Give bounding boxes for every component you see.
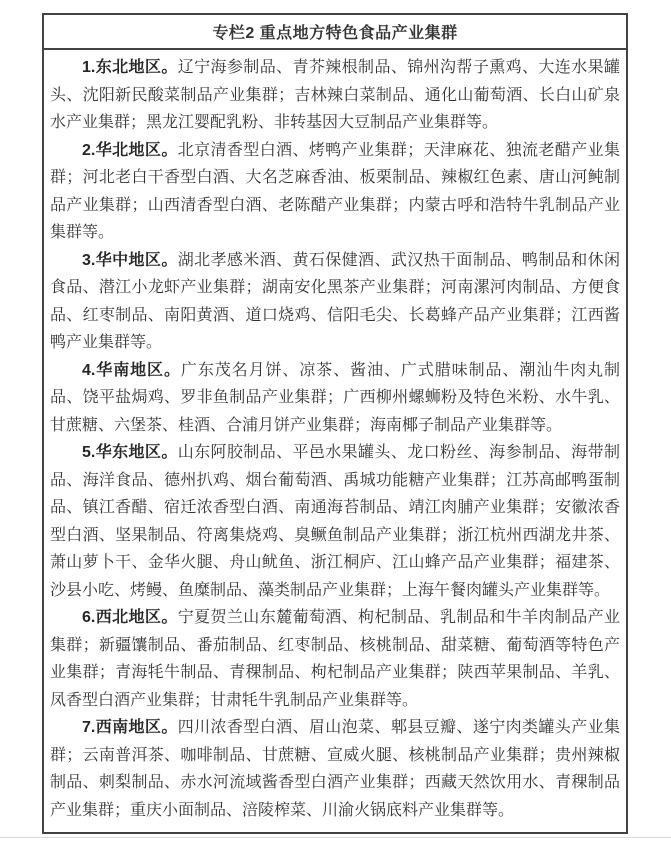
region-label: 4.华南地区。	[82, 361, 181, 379]
panel-title: 专栏2 重点地方特色食品产业集群	[44, 15, 626, 50]
region-text: 山东阿胶制品、平邑水果罐头、龙口粉丝、海参制品、海带制品、海洋食品、德州扒鸡、烟台葡萄酒、禹城功能糖产业集群；江苏高邮鸭蛋制品、镇江香醋、宿迁浓香型白酒、南通海苔制品、靖江肉脯产业集群；安徽浓香型白酒、坚果制品、符离集烧鸡、臭鳜鱼制品产业集群；浙江杭州西湖龙井茶、萧山萝卜干、金华火腿、舟山鱿鱼、浙江桐庐、江山蜂产品产业集群；福建茶、沙县小吃、烤鳗、鱼糜制品、藻类制品产业集群；上海午餐肉罐头产业集群等。	[50, 444, 620, 599]
region-paragraph	[50, 137, 620, 247]
region-label: 5.华东地区。	[82, 444, 178, 461]
region-label: 3.华中地区。	[82, 251, 178, 269]
region-text: 北京清香型白酒、烤鸭产业集群；天津麻花、独流老醋产业集群；河北老白干香型白酒、大名芝麻香油、板栗制品、辣椒红色素、唐山河鲀制品产业集群；山西清香型白酒、老陈醋产业集群；内蒙古呼和浩特牛乳制品产业集群等。	[50, 141, 620, 241]
region-label: 6.西北地区。	[82, 609, 178, 626]
region-text: 湖北孝感米酒、黄石保健酒、武汉热干面制品、鸭制品和休闲食品、潜江小龙虾产业集群；湖南安化黑茶产业集群；河南漯河肉制品、方便食品、红枣制品、南阳黄酒、道口烧鸡、信阳毛尖、长葛蜂产品产业集群；江西酱鸭产业集群等。	[50, 251, 620, 351]
region-paragraph	[50, 357, 620, 440]
region-text: 四川浓香型白酒、眉山泡菜、郫县豆瓣、遂宁肉类罐头产业集群；云南普洱茶、咖啡制品、甘蔗糖、宣威火腿、核桃制品产业集群；贵州辣椒制品、刺梨制品、赤水河流域酱香型白酒产业集群；西藏天然饮用水、青稞制品产业集群；重庆小面制品、涪陵榨菜、川渝火锅底料产业集群等。	[50, 719, 620, 819]
special-column-panel	[42, 13, 628, 834]
region-label: 7.西南地区。	[82, 719, 178, 736]
panel-body	[44, 50, 626, 832]
region-paragraph	[50, 604, 620, 714]
region-paragraph	[50, 54, 620, 137]
page-bottom-divider	[0, 837, 671, 838]
region-text: 辽宁海参制品、青芥辣根制品、锦州沟帮子熏鸡、大连水果罐头、沈阳新民酸菜制品产业集群；吉林辣白菜制品、通化山葡萄酒、长白山矿泉水产业集群；黑龙江婴配乳粉、非转基因大豆制品产业集群等。	[50, 59, 620, 131]
region-label: 2.华北地区。	[82, 141, 178, 159]
region-paragraph	[50, 714, 620, 824]
region-text: 宁夏贺兰山东麓葡萄酒、枸杞制品、乳制品和牛羊肉制品产业集群；新疆馕制品、番茄制品、红枣制品、核桃制品、甜菜糖、葡萄酒等特色产业集群；青海牦牛制品、青稞制品、枸杞制品产业集群；陕西苹果制品、羊乳、凤香型白酒产业集群；甘肃牦牛乳制品产业集群等。	[50, 609, 620, 709]
region-paragraph	[50, 247, 620, 357]
region-paragraph	[50, 439, 620, 604]
region-text: 广东茂名月饼、凉茶、酱油、广式腊味制品、潮汕牛肉丸制品、饶平盐焗鸡、罗非鱼制品产业集群；广西柳州螺蛳粉及特色米粉、水牛乳、甘蔗糖、六堡茶、桂酒、合浦月饼产业集群；海南椰子制品产业集群等。	[50, 361, 620, 434]
region-label: 1.东北地区。	[82, 59, 178, 76]
